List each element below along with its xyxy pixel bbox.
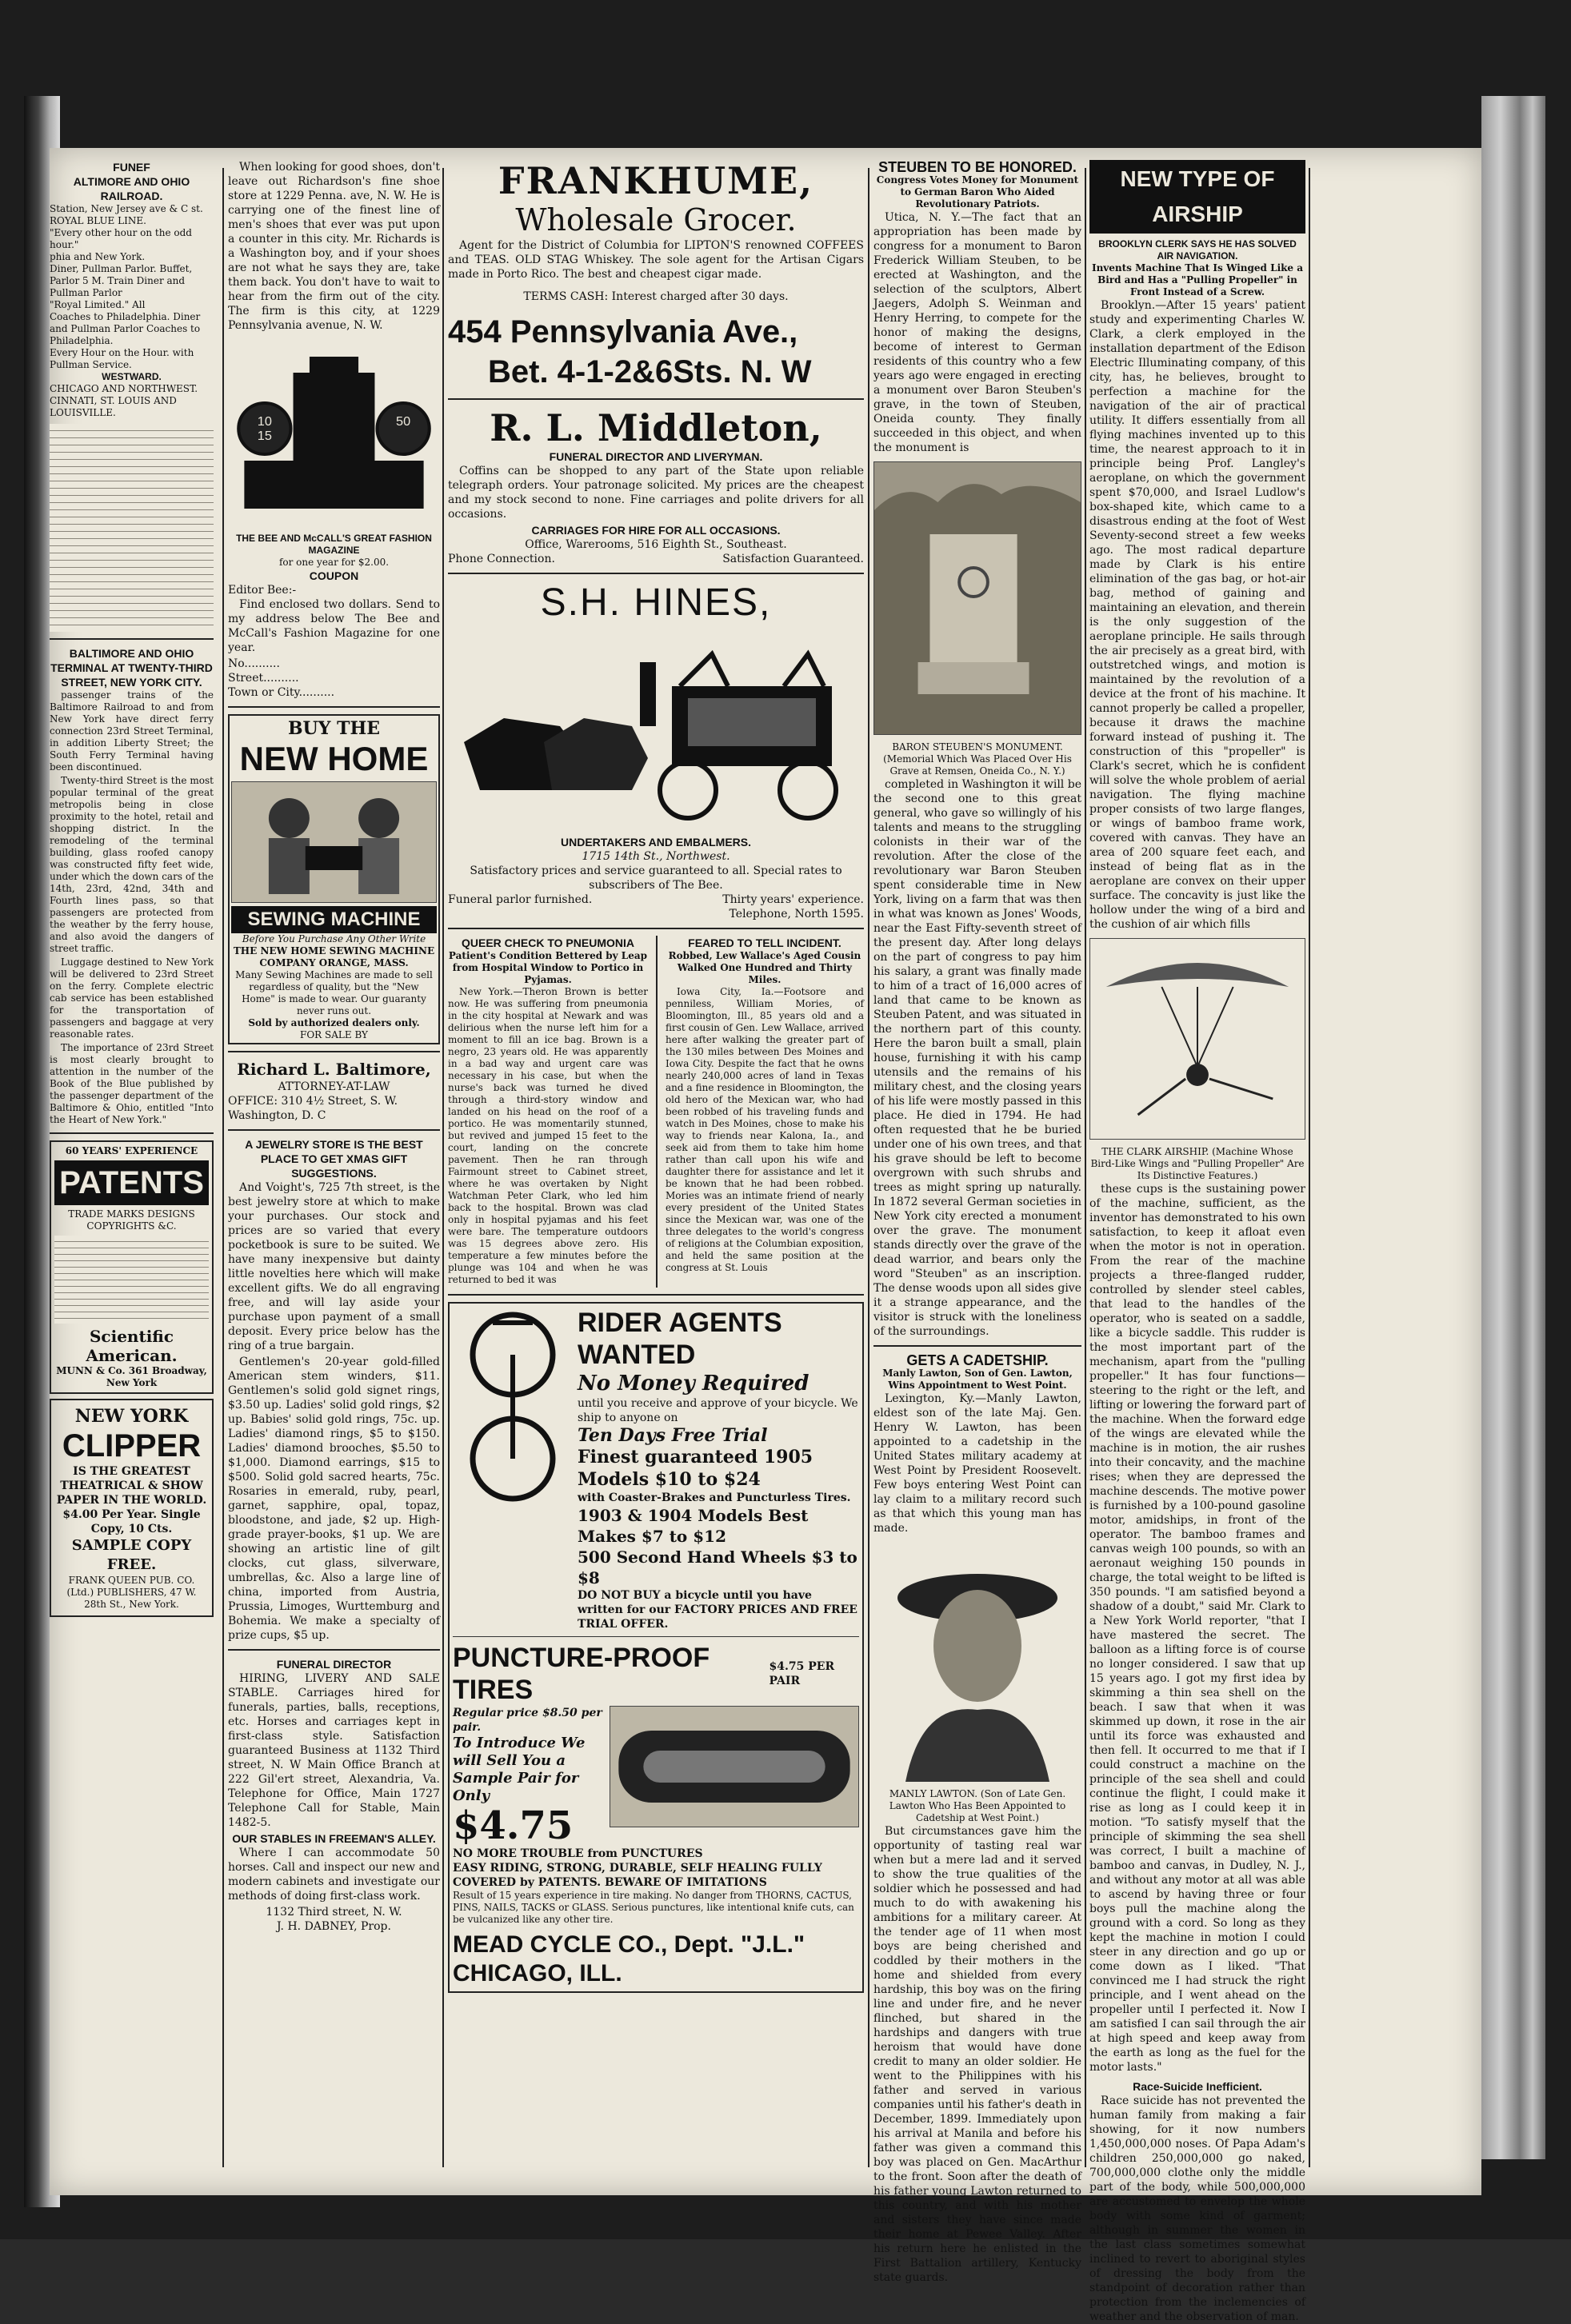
bicycle-illustration — [453, 1307, 573, 1507]
coupon-title: THE BEE AND McCALL'S GREAT FASHION MAGAZINE — [236, 533, 432, 556]
lawyer-office: OFFICE: 310 4½ Street, S. W. Washington, D. C — [228, 1095, 398, 1122]
sewing-machine-banner: SEWING MACHINE — [231, 906, 437, 933]
jewelry-body: And Voight's, 725 7th street, is the best jewelry store at which to make your purchases. Our stock and prices are so varied that every pocketbook is sure to be suited. We have many inexpensive but dainty little novelties here which will make excellent gifts. We do all engraving free, and will lay aside your purchase upon payment of a small deposit. Every price below has the ring of a true bargain. — [228, 1181, 440, 1352]
rider-trial: Ten Days Free Trial — [578, 1425, 768, 1446]
hines-body: Satisfactory prices and service guaranteed to all. Special rates to subscribers of The Bee. — [470, 865, 842, 892]
timetable-lines — [50, 424, 214, 632]
mead-cycle: MEAD CYCLE CO., Dept. "J.L." CHICAGO, ILL. — [453, 1931, 805, 1987]
column-rule — [868, 168, 869, 2167]
railroad-diner: Diner, Pullman Parlor. Buffet, Parlor 5 M. Train Diner and Pullman Parlor — [50, 263, 193, 298]
patents-company: MUNN & Co. 361 Broadway, New York — [56, 1365, 207, 1388]
jewelry-items: Gentlemen's 20-year gold-filled American stem winders, $11. Gentlemen's solid gold signet rings, $3.50 up. Ladies' solid gold rings, $2 up. Babies' solid gold rings, 75c. up. Ladies' diamond rings, $5 to $150. Ladies' diamond brooches, $5.50 to $1,000. Diamond earrings, $15 to $500. Solid gold sacred hearts, 75c. Rosaries in emerald, ruby, pearl, garnet, sapphire, opal, topaz, bloodstone, and jade, $2 up. High-grade prayer-books, $1 up. We are showing an artistic line of gilt clocks, cut glass, silverware, umbrellas, &c. Also a large line of china, imported from Austria, Prussia, Limoges, Wurttemburg and Bohemia. We make a specialty of prize cups, $5 up. — [228, 1356, 440, 1642]
sewing-before: Before You Purchase Any Other Write — [242, 933, 426, 944]
bicycle-icon — [453, 1307, 573, 1507]
middleton-phone: Phone Connection. — [448, 553, 555, 565]
hines-address: 1715 14th St., Northwest. — [582, 850, 730, 863]
sewing-body: Many Sewing Machines are made to sell regardless of quality, but the "New Home" is made to wear. Our guaranty never runs out. — [235, 969, 433, 1016]
puncture-easy: EASY RIDING, STRONG, DURABLE, SELF HEALING FULLY COVERED by PATENTS. BEWARE OF IMITATIONS — [453, 1862, 822, 1889]
patents-scientific: Scientific American. — [86, 1327, 178, 1365]
railroad-limited: "Royal Limited." All — [50, 299, 146, 310]
frankhume-terms: TERMS CASH: Interest charged after 30 days. — [523, 290, 789, 303]
queer-check-body: New York.—Theron Brown is better now. He was suffering from pneumonia in the city hospital at Newark and was delirious when the nurse left him for a moment to fill an ice bag. Brown is a negro, 23 years old. He was apparently in a bad way and urgent care was necessary in his case, but when the nurse's back was turned he dived through a third-story window and landed on his head on the roof of a portico. He was momentarily stunned, but revived and jumped 15 feet to the court, landing on the concrete pavement. Then he ran through Fairmount street to Cabinet street, where he was overtaken by Night Watchman Peter Clark, who led him back to the hospital. Brown was clad only in hospital pyjamas and his feet were bare. The temperature outdoors was 15 degrees above zero. His temperature a few minutes before the plunge was 104 and when he was returned to bed it was — [448, 986, 648, 1285]
news-row — [448, 936, 864, 1288]
puncture-no-more: NO MORE TROUBLE from PUNCTURES — [453, 1847, 703, 1860]
frankhume-name: FRANKHUME, — [498, 159, 814, 202]
sewing-machine-ad — [228, 714, 440, 1044]
cadet-caption: MANLY LAWTON. (Son of Late Gen. Lawton Who Has Been Appointed to Cadetship at West Point.) — [889, 1788, 1066, 1823]
coupon-street[interactable]: Street.......... — [228, 672, 299, 685]
patents-ad — [50, 1140, 214, 1394]
puncture-price: $4.75 PER PAIR — [769, 1660, 835, 1687]
funeral-director-title: FUNERAL DIRECTOR — [276, 1658, 392, 1671]
railroad-coaches: Coaches to Philadelphia. Diner and Pullman Parlor Coaches to Philadelphia. — [50, 311, 201, 346]
railroad-phila: phia and New York. — [50, 251, 146, 262]
frankhume-title: Wholesale Grocer. — [515, 202, 797, 238]
airship-body: Brooklyn.—After 15 years' patient study and experimenting Charles W. Clark, a clerk employed in the installation department of the Edison Electric Illuminating company, of this city, has, he believes, brought to perfection a machine for the navigation of the air of practical utility. It differs essentially from all flying machines invented up to this time, the nearest approach to it in principle being Prof. Langley's aeroplane, on which the government spent $70,000, and Israel Ludlow's box-shaped kite, which came to a disastrous ending at the foot of West Seventy-second street a few weeks ago. The most radical departure made by Clark is his entire elimination of the gas bag, or hot-air bag, method of gaining and maintaining an elevation, and therein is the only suggestion of the aeroplane principle. He sails through the air precisely as a great bird, with outstretched wings, and motion is maintained by the revolution of a device at the front of his machine. It cannot properly be called a propeller, because it draws the machine forward instead of pushing it. The construction of this "propeller" is Clark's secret, which he is confident will solve the whole problem of aerial navigation. The flying machine proper consists of two large flanges, or wings of bamboo frame work, covered with canvas. They have an area of 200 square feet each, and instead of being flat as in the aeroplane are convex on their upper surface. The concavity is just like the hollow under the wing of a bird and the cushion of air which fills — [1089, 299, 1305, 931]
column-rule — [222, 168, 224, 2167]
race-title: Race-Suicide Inefficient. — [1133, 2080, 1262, 2093]
boot-icon — [228, 341, 440, 525]
sewing-illustration — [231, 781, 437, 903]
airship-title: NEW TYPE OF AIRSHIP — [1089, 160, 1305, 234]
airship-sub-2: Invents Machine That Is Winged Like a Bird and Has a "Pulling Propeller" in Front Instead of a Screw. — [1091, 262, 1304, 297]
coupon-no[interactable]: No.......... — [228, 657, 280, 670]
patents-years: 60 YEARS' EXPERIENCE — [65, 1145, 198, 1156]
cadet-body-2: But circumstances gave him the opportunity of tasting real war when but a mere lad and it served to show the true qualities of the soldier which he possessed and had much to do with awakening his ambitions for a military career. At the tender age of 11 when most boys are being cherished and coddled by their mothers in the home and shielded from every hardship, this boy was on the firing line and under fire, and he never flinched, but shared in the hardships and dangers with true heroism that would have done credit to many an older soldier. He went to the Philippines with his father and served in various companies until his father's death in December, 1899. Immediately upon his arrival at Manila and before his father was given a command this boy was placed on Gen. MacArthur to the front. Soon after the death of his father young Lawton returned to this country, and with his mother and sisters they have since made their home at Pewee Valley. After his return here he enlisted in the First Battalion artillery, Kentucky state guards. — [873, 1825, 1081, 2284]
column-rule — [1085, 168, 1086, 2167]
clipper-greatest: IS THE GREATEST THEATRICAL & SHOW PAPER IN THE WORLD. — [56, 1465, 207, 1507]
coupon-word: COUPON — [309, 569, 359, 582]
terminal-body-2: Twenty-third Street is the most popular terminal of the great metropolis being in close proximity to the hotel, retail and shopping district. In the remodeling of the terminal building, glass roofed canopy was constructed fifty feet wide, under which the down cars of the 14th, 23rd, 42nd, 34th and Fourth lines pass, so that passengers are protected from the weather by the ferry house, and also avoid the dangers of street traffic. — [50, 775, 214, 954]
column-rule — [442, 168, 444, 2167]
terminal-body-4: The importance of 23rd Street is most clearly brought to attention in the number of the Book of the Blue published by the passenger department of the Baltimore & Ohio, entitled "Into the Heart of New York." — [50, 1042, 214, 1125]
fragment-heading: FUNEF — [113, 161, 150, 174]
middleton-office: Office, Warerooms, 516 Eighth St., Southeast. — [525, 538, 787, 551]
clipper-newyork: NEW YORK — [74, 1406, 189, 1427]
hines-name: S.H. HINES, — [540, 581, 772, 624]
airship-caption: THE CLARK AIRSHIP. (Machine Whose Bird-Like Wings and "Pulling Propeller" Are Its Distinctive Features.) — [1090, 1146, 1305, 1181]
clipper-publisher: FRANK QUEEN PUB. CO. (Ltd.) PUBLISHERS, 47 W. 28th St., New York. — [66, 1575, 197, 1610]
clipper-ad — [50, 1399, 214, 1617]
tire-illustration — [610, 1706, 859, 1827]
hines-furnished: Funeral parlor furnished. — [448, 893, 593, 906]
lawyer-title: ATTORNEY-AT-LAW — [278, 1080, 390, 1093]
sewing-machine-icon — [232, 782, 436, 902]
hines-title: UNDERTAKERS AND EMBALMERS. — [561, 836, 751, 849]
funeral-address: 1132 Third street, N. W. — [266, 1906, 402, 1919]
rider-agents-ad — [448, 1302, 864, 1993]
rider-coaster: with Coaster-Brakes and Puncturless Tires. — [578, 1491, 851, 1504]
rider-title: RIDER AGENTS WANTED — [578, 1308, 782, 1370]
railroad-chicago: CHICAGO AND NORTHWEST. — [50, 383, 198, 394]
column-steuben — [873, 159, 1081, 2284]
frankhume-address-1: 454 Pennsylvania Ave., — [448, 314, 798, 349]
terminal-body-3: Luggage destined to New York will be delivered to 23rd Street on the ferry. Complete electric cab service has been established for the transportation of passengers and baggage at very reasonable rates. — [50, 956, 214, 1040]
jewelry-title: A JEWELRY STORE IS THE BEST PLACE TO GET XMAS GIFT SUGGESTIONS. — [245, 1138, 423, 1180]
airship-icon — [1090, 939, 1305, 1139]
airship-sub-1: BROOKLYN CLERK SAYS HE HAS SOLVED AIR NAVIGATION. — [1098, 238, 1297, 262]
tire-icon — [610, 1707, 858, 1827]
steuben-sub: Congress Votes Money for Monument to German Baron Who Aided Revolutionary Patriots. — [876, 174, 1079, 210]
sewing-forsale: FOR SALE BY — [300, 1029, 368, 1040]
rider-dont: DO NOT BUY a bicycle until you have written for our FACTORY PRICES AND FREE TRIAL OFFER. — [578, 1589, 857, 1631]
coupon-sub: for one year for $2.00. — [278, 557, 390, 568]
page-edges — [1481, 96, 1545, 2159]
patents-word: PATENTS — [54, 1160, 209, 1205]
sewing-buy: BUY THE — [287, 718, 381, 739]
rider-body: until you receive and approve of your bicycle. We ship to anyone on — [578, 1397, 858, 1424]
shoe-illustration — [228, 341, 440, 525]
steuben-title: STEUBEN TO BE HONORED. — [878, 159, 1077, 175]
queer-check-sub: Patient's Condition Bettered by Leap from Hospital Window to Portico in Pyjamas. — [448, 950, 648, 985]
clipper-price: $4.00 Per Year. Single Copy, 10 Cts. — [62, 1508, 201, 1535]
race-body: Race suicide has not prevented the human family from making a fair showing, for it now numbers 1,450,000,000 noses. Of Papa Adam's children 250,000,000 go naked, 700,000,000 clothe only the middle part of the body, while 500,000,000 are accustomed to envelop the whole body with some kind of garment; although in summer the women in the last class sometimes somewhat inclined to revert to aboriginal styles of dressing the body from the standpoint of decoration rather than protection from the inclemencies of weather and the observation of man. — [1089, 2094, 1305, 2323]
rider-1903: 1903 & 1904 Models Best Makes $7 to $12 — [578, 1506, 809, 1546]
monument-icon — [874, 462, 1081, 734]
middleton-footer — [448, 552, 864, 566]
puncture-intro: To Introduce We will Sell You a Sample Pair for Only — [453, 1735, 586, 1804]
queer-check-title: QUEER CHECK TO PNEUMONIA — [462, 936, 634, 949]
railroad-title: ALTIMORE AND OHIO RAILROAD. — [73, 175, 190, 202]
puncture-price-big: $4.75 — [453, 1803, 574, 1848]
column-rule — [1309, 168, 1310, 2167]
queer-check-article — [448, 936, 648, 1288]
puncture-title: PUNCTURE-PROOF TIRES — [453, 1643, 710, 1705]
hines-telephone: Telephone, North 1595. — [729, 908, 864, 920]
railroad-hourly: Every Hour on the Hour. with Pullman Service. — [50, 347, 194, 370]
steuben-body: Utica, N. Y.—The fact that an appropriation has been made by congress for a monument to Baron Frederick William Steuben, to be erected at Washington, and the selection of the sculptors, Albert Jaegers, Adolph S. Weinman and Henry Herring, to compete for the honor of making the designs, become of interest to German residents of this country who a few years ago were engaged in erecting a monument over Baron Steuben's grave, in the town of Steuben, Oneida county. They finally succeeded in this object, and when the monument is — [873, 211, 1081, 454]
airship-illustration — [1089, 938, 1305, 1140]
funeral-stables: OUR STABLES IN FREEMAN'S ALLEY. — [232, 1832, 436, 1845]
railroad-westward: WESTWARD. — [102, 371, 162, 382]
sewing-newhome: NEW HOME — [239, 740, 429, 777]
terminal-title: BALTIMORE AND OHIO TERMINAL AT TWENTY-THIRD STREET, NEW YORK CITY. — [50, 647, 213, 689]
svg-text:15: 15 — [257, 429, 272, 443]
rider-secondhand: 500 Second Hand Wheels $3 to $8 — [578, 1547, 857, 1587]
rider-models: Finest guaranteed 1905 Models $10 to $24 — [578, 1447, 813, 1490]
steuben-monument-illustration — [873, 461, 1081, 735]
railroad-every-hour: "Every other hour on the odd hour." — [50, 227, 192, 250]
puncture-regular: Regular price $8.50 per pair. — [453, 1707, 602, 1734]
coupon-editor: Editor Bee:- — [228, 584, 297, 597]
airship-body-2: these cups is the sustaining power of the machine, sufficient, as the inventor has demonstrated to his own satisfaction, to keep it afloat even when the motor is not in operation. From the rear of the machine projects a three-flanged rudder, controlled by slender steel cables, that lead to the handles of the operator, who is seated on a saddle, like a bicycle saddle. This rudder is the most important part of the mechanism, apart from the "pulling propeller." It has four functions—steering to the right or the left, and lifting or lowering the forward part of the machine. When the forward edge of the wings are elevated while the machine is in motion, the air rushes into their concavity, and the machine rises; when they are depressed the machine descends. The motive power is furnished by a 100-pound gasoline motor, amidships, in front of the operator. The bamboo frames and canvas weigh 100 pounds, so with an aeronaut weighing 150 pounds in charge, the total weight to be lifted is 350 pounds. "I am satisfied beyond a shadow of a doubt," said Mr. Clark to a New York World reporter, "that I have mastered the secret. The balloon as a lifting force is of course no longer considered. I saw that up 15 years ago. I got my first idea by skimming a thin sea shell on the beach. I saw that when it was skimmed up down, it rose in the air until its force was exhausted and then fell. It occurred to me that if I could construct a machine on the principle of the sea shell and could continue the flight, I could make it rise as long as I could keep it in motion. "To satisfy myself that the principle of skimming the sea shell was correct, I built a machine of bamboo and canvas, in Dudley, N. J., and without any motor at all was able to ascend by having three or four boys pull the machine along the ground with a cord. So long as they kept the machine in motion I could steer in any direction and go up or come down as I liked. "That convinced me I had struck the right principle, and I went ahead on the propeller until I perfected it. Now I am satisfied I can sail through the air at high speed and keep away from the earth as long as the fuel for the motor lasts." — [1089, 1183, 1305, 2074]
hearse-illustration — [448, 630, 864, 830]
middleton-carriages: CARRIAGES FOR HIRE FOR ALL OCCASIONS. — [531, 524, 781, 537]
middleton-body: Coffins can be shopped to any part of the State upon reliable telegraph orders. Your patronage solicited. My prices are the cheapest and my stock second to none. Fine carriages and polite drivers for all occasions. — [448, 465, 864, 521]
middleton-satisfaction: Satisfaction Guaranteed. — [722, 553, 864, 565]
cadet-title: GETS A CADETSHIP. — [906, 1352, 1049, 1368]
lawton-portrait — [873, 1542, 1081, 1782]
puncture-result: Result of 15 years experience in tire making. No danger from THORNS, CACTUS, PINS, NAILS, TACKS or GLASS. Serious punctures, like intentional knife cuts, can be vulcanized like any other tire. — [453, 1890, 854, 1925]
feared-title: FEARED TO TELL INCIDENT. — [688, 936, 841, 949]
middleton-name: R. L. Middleton, — [490, 406, 822, 449]
sewing-company: THE NEW HOME SEWING MACHINE COMPANY ORANGE, MASS. — [233, 945, 435, 968]
lawyer-name: Richard L. Baltimore, — [237, 1060, 431, 1079]
feared-body: Iowa City, Ia.—Footsore and penniless, William Mories, of Bloomington, Ill., 85 years old and a first cousin of Gen. Lew Wallace, arrived here after walking the greater part of the 130 miles between Des Moines and Iowa City. Despite the fact that he owns nearly 240,000 acres of land in Texas and a fine residence in Bloomington, the old hero of the Mexican war, who had been robbed of his traveling funds and watch in Des Moines, chose to make his way to friends near Kalona, Ia., and seek aid from them to take him home rather than call upon his wife and daughter there for assistance and let it be known that he had been robbed. Mories was an intimate friend of nearly every president of the United States since the Mexican war, was one of the three delegates to the world's congress of religions at the Columbian exposition, and held the same position at the congress at St. Louis — [665, 986, 864, 1273]
middleton-title: FUNERAL DIRECTOR AND LIVERYMAN. — [549, 450, 763, 463]
svg-text:10: 10 — [257, 414, 272, 429]
railroad-station: Station, New Jersey ave & C st. ROYAL BLUE LINE. — [50, 203, 203, 226]
patents-marks: TRADE MARKS DESIGNS COPYRIGHTS &C. — [68, 1208, 195, 1232]
coupon-text: Find enclosed two dollars. Send to my address below The Bee and McCall's Fashion Magazine for one year. — [228, 598, 440, 654]
funeral-proprietor: J. H. DABNEY, Prop. — [277, 1920, 391, 1933]
frankhume-address-2: Bet. 4-1-2&6Sts. N. W — [488, 354, 812, 389]
column-ads-1 — [228, 160, 440, 2175]
sewing-sold: Sold by authorized dealers only. — [248, 1017, 420, 1028]
steuben-body-2: completed in Washington it will be the second one to this great general, who gave so willingly of his talents and means to the struggling colonists in their war of the revolution. After the close of the revolutionary war Baron Steuben spent considerable time in New York, living on a farm that was then in what was known as Jones' Woods, near the East Fifty-seventh street of the present day. After long delays on the part of congress to pay him his salary, a grant was finally made to him of a tract of 16,000 acres of land that came to be known as Steuben Patent, and was situated in the northern part of this county. Here the baron built a small, plain house, furnishing it with his camp utensils and the remains of his military chest, and the closing years of his life were mostly passed in this place. He died in 1794. He had often requested that he be buried under one of his own trees, and that his grave should be left to become overgrown with such shrubs and trees as might spring up naturally. In 1872 several German societies in New York city erected a monument over the grave. The monument stands directly over the grave of the dead warrior, and bears only the word "Steuben" as an inscription. The dense woods upon all sides give it a strange appearance, and the visitor is struck with the loneliness of the surroundings. — [873, 778, 1081, 1338]
hines-experience: Thirty years' experience. — [722, 893, 864, 906]
steuben-caption: BARON STEUBEN'S MONUMENT. (Memorial Which Was Placed Over His Grave at Remsen, Oneida Co., N. Y.) — [883, 741, 1072, 777]
column-ads-2 — [448, 160, 864, 2175]
cadet-sub: Manly Lawton, Son of Gen. Lawton, Wins Appointment to West Point. — [882, 1368, 1073, 1391]
svg-text:50: 50 — [396, 414, 411, 429]
column-railroad — [50, 160, 214, 2175]
frankhume-body: Agent for the District of Columbia for LIPTON'S renowned COFFEES and TEAS. OLD STAG Whiskey. The sole agent for the Artisan Cigars made in Porto Rico. The best and cheapest cigar made. — [448, 239, 864, 281]
cadet-body: Lexington, Ky.—Manly Lawton, eldest son of the late Maj. Gen. Henry W. Lawton, has been appointed to a cadetship in the United States military academy at West Point by President Roosevelt. Few boys entering West Point can lay claim to a military record such as that which this young man has made. — [873, 1392, 1081, 1535]
column-airship — [1089, 160, 1305, 2323]
funeral-body-2: Where I can accommodate 50 horses. Call and inspect our new and modern cabinets and investigate our methods of doing first-class work. — [228, 1847, 440, 1903]
clipper-sample: SAMPLE COPY FREE. — [71, 1537, 192, 1573]
rider-sub: No Money Required — [578, 1372, 809, 1396]
coupon-town[interactable]: Town or City.......... — [228, 686, 335, 699]
feared-sub: Robbed, Lew Wallace's Aged Cousin Walked One Hundred and Thirty Miles. — [668, 950, 861, 985]
portrait-icon — [873, 1542, 1081, 1782]
shoes-ad: When looking for good shoes, don't leave out Richardson's fine shoe store at 1229 Penna. ave, N. W. He is carrying one of the finest line of men's shoes that ever was put upon a counter in this city. Mr. Richards is a Washington boy, and if your shoes are not what he says they are, take them back. You don't have to wait to hear from the firm out of the city. The firm is this city, at 1229 Pennsylvania avenue, N. W. — [228, 161, 440, 332]
terminal-body: passenger trains of the Baltimore Railroad to and from New York have direct ferry connection 23rd Street Terminal, in addition Liberty Street; the South Ferry Terminal having been discontinued. — [50, 689, 214, 773]
funeral-director-body: HIRING, LIVERY AND SALE STABLE. Carriages hired for funerals, parties, balls, receptions, etc. Horses and carriages kept in first-class style. Satisfaction guaranteed Business at 1132 Third street, N. W Main Office Branch at 222 Gil'ert street, Alexandria, Va. Telephone for Office, Main 1727 Telephone Call for Stable, Main 1482-5. — [228, 1672, 440, 1829]
hines-footer — [448, 892, 864, 907]
railroad-stlouis: CINNATI, ST. LOUIS AND LOUISVILLE. — [50, 395, 177, 418]
feared-article — [666, 936, 864, 1288]
hearse-icon — [448, 630, 864, 830]
clipper-word: CLIPPER — [62, 1428, 202, 1463]
